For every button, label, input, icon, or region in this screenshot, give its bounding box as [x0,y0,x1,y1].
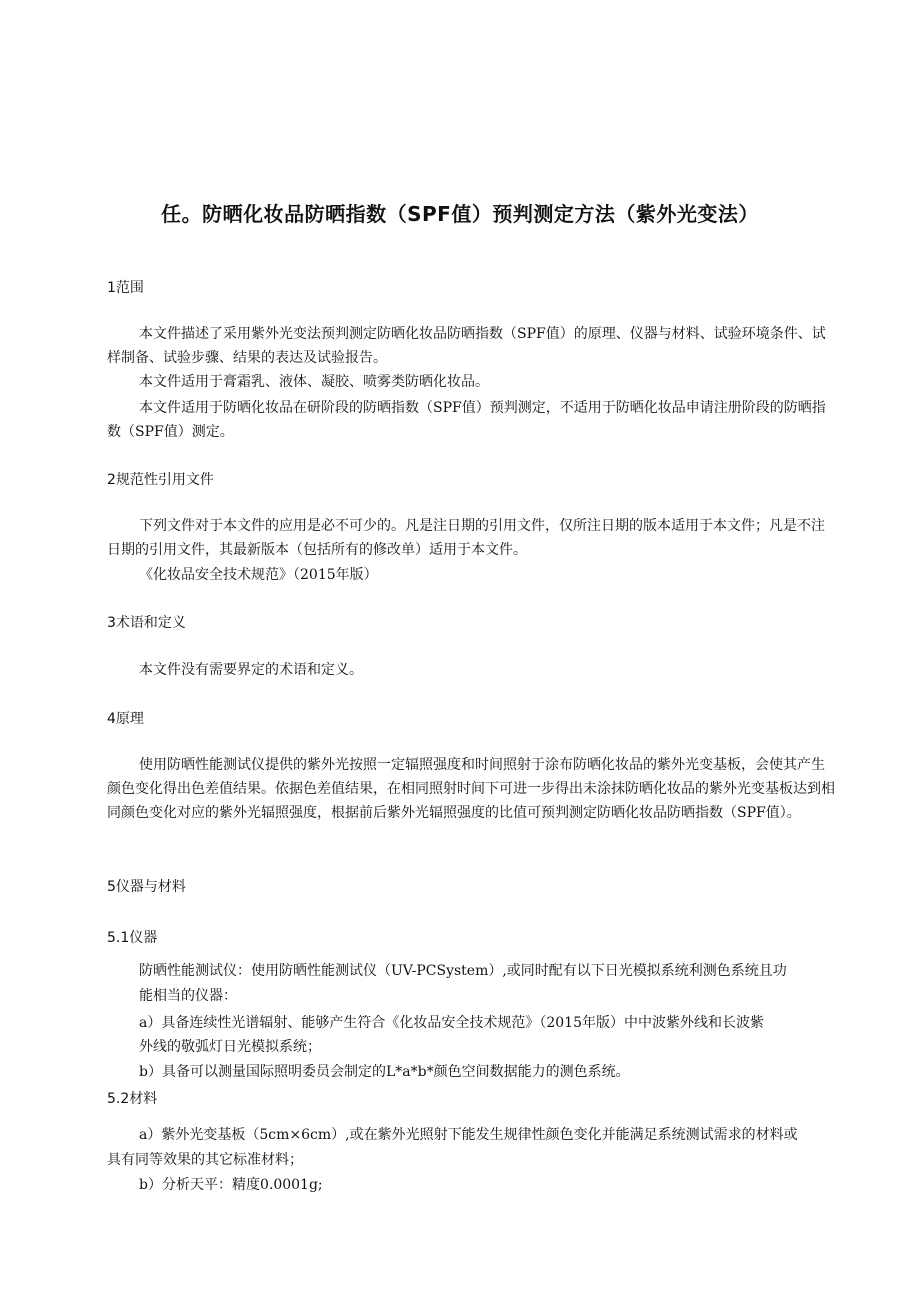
section-5-1-line-4: 外线的敬弧灯日光模拟系统； [139,1039,321,1055]
section-1-paragraph-3: 本文件适用于防晒化妆品在研阶段的防晒指数（SPF值）预判测定，不适用于防晒化妆品申请注册阶段的防晒指数（SPF值）测定。 [107,400,826,440]
section-4-heading: 4原理 [107,711,144,727]
section-5-2-line-1: a）紫外光变基板（5cm×6cm）,或在紫外光照射下能发生规律性颜色变化并能满足系统测试需求的材料或 [139,1127,798,1143]
section-5-2-line-3: b）分析天平：精度0.0001g; [139,1177,323,1193]
section-4-paragraph-1: 使用防晒性能测试仪提供的紫外光按照一定辐照强度和时间照射于涂布防晒化妆品的紫外光变基板，会使其产生颜色变化得出色差值结果。依据色差值结果，在相同照射时间下可进一步得出未涂抹防晒化妆品的紫外光变基板达到相同颜色变化对应的紫外光辐照强度，根据前后紫外光辐照强度的比值可预判测定防晒化妆品防晒指数（SPF值）。 [107,757,835,821]
section-5-1-heading: 5.1仪器 [107,930,158,946]
section-3-paragraph-1: 本文件没有需要界定的术语和定义。 [139,662,363,678]
section-5-2-line-2: 具有同等效果的其它标准材料； [107,1152,303,1168]
section-1-paragraph-2: 本文件适用于膏霜乳、液体、凝胶、喷雾类防晒化妆品。 [139,374,489,390]
section-5-1-line-3: a）具备连续性光谱辐射、能够产生符合《化妆品安全技术规范》（2015年版）中中波紫外线和长波紫 [139,1015,764,1031]
section-1-paragraph-1: 本文件描述了采用紫外光变法预判测定防晒化妆品防晒指数（SPF值）的原理、仪器与材料、试验环境条件、试样制备、试验步骤、结果的表达及试验报告。 [107,326,826,366]
section-5-1-line-2: 能相当的仪器： [139,988,237,1004]
section-3-heading: 3术语和定义 [107,615,186,631]
section-5-2-heading: 5.2材料 [107,1091,158,1107]
section-2-paragraph-1: 下列文件对于本文件的应用是必不可少的。凡是注日期的引用文件，仅所注日期的版本适用于本文件；凡是不注日期的引用文件，其最新版本（包括所有的修改单）适用于本文件。 [107,518,825,558]
section-2-heading: 2规范性引用文件 [107,472,214,488]
section-2-paragraph-2: 《化妆品安全技术规范》（2015年版） [139,567,378,583]
section-1-heading: 1范围 [107,280,144,296]
section-5-heading: 5仪器与材料 [107,879,186,895]
document-title: 任。防晒化妆品防晒指数（SPF值）预判测定方法（紫外光变法） [161,202,759,226]
section-5-1-line-5: b）具备可以测量国际照明委员会制定的L*a*b*颜色空间数据能力的测色系统。 [139,1064,630,1080]
section-5-1-line-1: 防晒性能测试仪：使用防晒性能测试仪（UV-PCSystem）,或同时配有以下日光模拟系统利测色系统且功 [139,963,787,979]
